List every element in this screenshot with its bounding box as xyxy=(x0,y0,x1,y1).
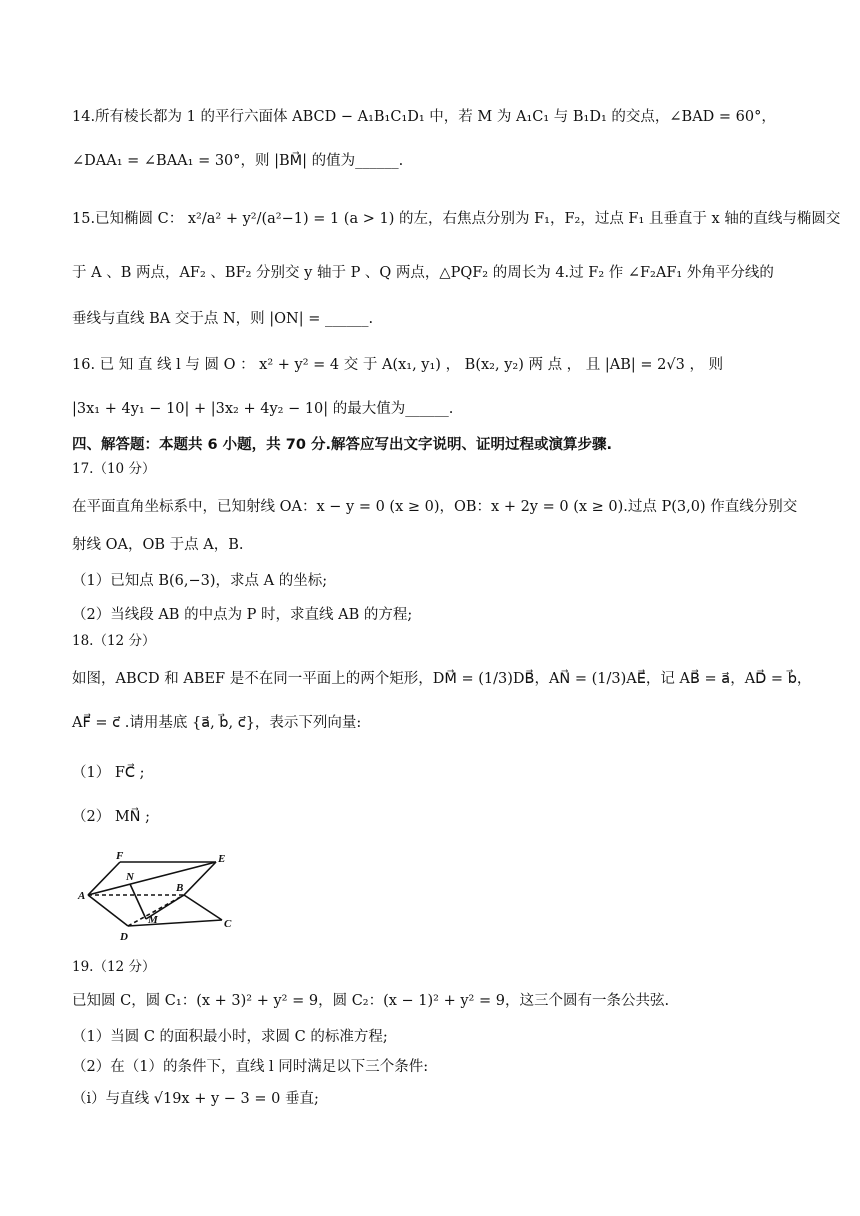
edge-DC xyxy=(128,920,222,926)
problem-15-line-3: 垂线与直线 BA 交于点 N，则 |ON| = ______. xyxy=(72,311,374,327)
problem-17-text-1: 在平面直角坐标系中，已知射线 OA：x − y = 0 (x ≥ 0)，OB：x + 2y = 0 (x ≥ 0).过点 P(3,0) 作直线分别交 xyxy=(72,499,798,515)
problem-17-question-2: （2）当线段 AB 的中点为 P 时，求直线 AB 的方程; xyxy=(72,607,413,623)
problem-15-line-1: 15.已知椭圆 C： x²/a² + y²/(a²−1) = 1 (a > 1) 的左，右焦点分别为 F₁，F₂，过点 F₁ 且垂直于 x 轴的直线与椭圆交 xyxy=(72,211,841,227)
label-B: B xyxy=(176,882,184,894)
problem-18-question-1: （1） FC⃗ ; xyxy=(72,765,145,781)
problem-17-text-2: 射线 OA，OB 于点 A，B. xyxy=(72,537,244,553)
problem-14-line-1: 14.所有棱长都为 1 的平行六面体 ABCD − A₁B₁C₁D₁ 中，若 M 为 A₁C₁ 与 B₁D₁ 的交点，∠BAD = 60°， xyxy=(72,109,776,125)
problem-19-header: 19.（12 分） xyxy=(72,959,156,975)
label-E: E xyxy=(218,853,226,865)
problem-15-line-2: 于 A 、B 两点，AF₂ 、BF₂ 分别交 y 轴于 P 、Q 两点，△PQF₂ 的周长为 4.过 F₂ 作 ∠F₂AF₁ 外角平分线的 xyxy=(72,265,774,281)
problem-19-text-1: 已知圆 C，圆 C₁：(x + 3)² + y² = 9，圆 C₂：(x − 1)² + y² = 9，这三个圆有一条公共弦. xyxy=(72,993,670,1009)
problem-17-header: 17.（10 分） xyxy=(72,461,156,477)
problem-16-line-1: 16. 已 知 直 线 l 与 圆 O ： x² + y² = 4 交 于 A(x₁, y₁) ， B(x₂, y₂) 两 点 ， 且 |AB| = 2√3 ， 则 xyxy=(72,357,724,373)
label-A: A xyxy=(78,890,86,902)
problem-18-text-2: AF⃗ = c⃗ .请用基底 {a⃗, b⃗, c⃗}，表示下列向量: xyxy=(72,715,362,731)
problem-14-line-2: ∠DAA₁ = ∠BAA₁ = 30°，则 |BM⃗| 的值为______. xyxy=(72,153,404,169)
label-C: C xyxy=(224,918,232,930)
label-D: D xyxy=(120,931,128,943)
edge-AD xyxy=(88,895,128,926)
problem-19-question-1: （1）当圆 C 的面积最小时，求圆 C 的标准方程; xyxy=(72,1029,388,1045)
problem-18-question-2: （2） MN⃗ ; xyxy=(72,809,151,825)
edge-BC xyxy=(184,895,222,920)
edge-NM xyxy=(130,884,146,919)
problem-19-question-2-i: （i）与直线 √19x + y − 3 = 0 垂直; xyxy=(72,1091,319,1107)
rectangles-figure xyxy=(74,848,238,944)
label-M: M xyxy=(148,914,158,926)
edge-AE xyxy=(88,862,216,895)
problem-18-text-1: 如图，ABCD 和 ABEF 是不在同一平面上的两个矩形，DM⃗ = (1/3)DB⃗，AN⃗ = (1/3)AE⃗，记 AB⃗ = a⃗，AD⃗ = b⃗， xyxy=(72,671,812,687)
label-F: F xyxy=(116,850,124,862)
section-4-title: 四、解答题：本题共 6 小题，共 70 分.解答应写出文字说明、证明过程或演算步骤. xyxy=(72,437,612,453)
problem-19-question-2: （2）在（1）的条件下，直线 l 同时满足以下三个条件: xyxy=(72,1059,429,1075)
problem-16-line-2: |3x₁ + 4y₁ − 10| + |3x₂ + 4y₂ − 10| 的最大值为______. xyxy=(72,401,454,417)
problem-17-question-1: （1）已知点 B(6,−3)，求点 A 的坐标; xyxy=(72,573,328,589)
label-N: N xyxy=(126,871,134,883)
problem-18-header: 18.（12 分） xyxy=(72,633,156,649)
